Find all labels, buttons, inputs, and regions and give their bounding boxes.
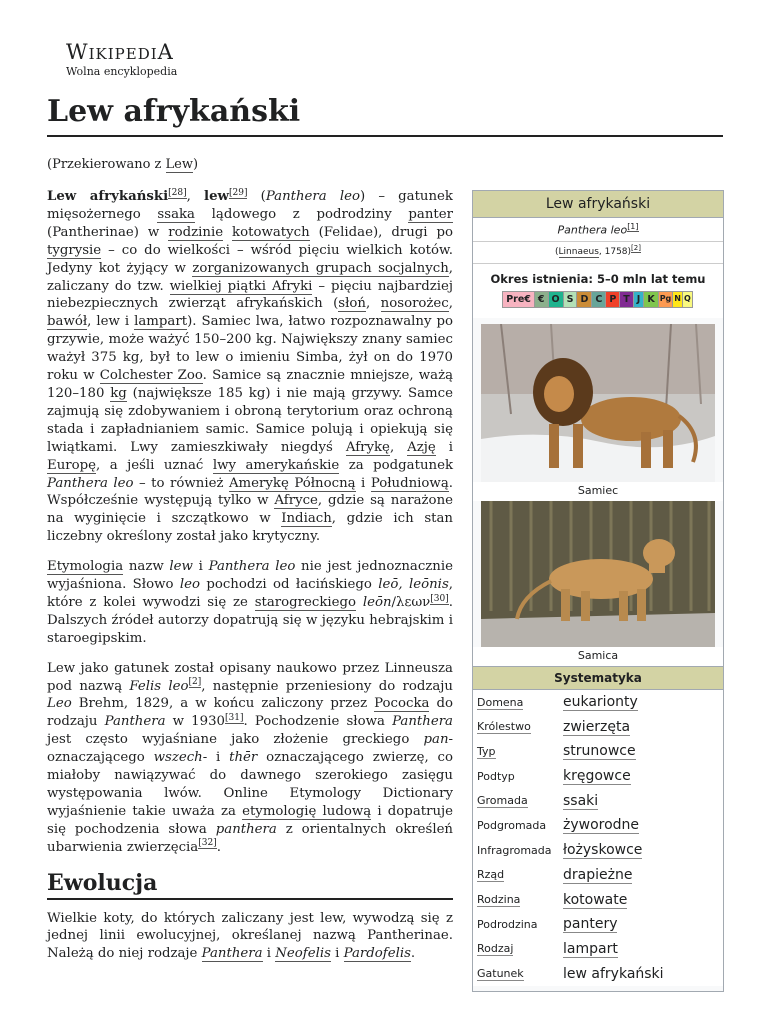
article-body — [47, 188, 453, 975]
link-colchester-zoo[interactable]: Colchester Zoo — [99, 368, 203, 384]
link-lwy-amerykanskie[interactable]: lwy amerykańskie — [212, 457, 340, 473]
period-1[interactable]: € — [534, 291, 549, 308]
taxonomy-value[interactable]: pantery — [563, 916, 618, 933]
taxonomy-value[interactable]: strunowce — [563, 743, 636, 760]
period-3[interactable]: S — [563, 291, 578, 308]
geologic-period-bar — [473, 288, 723, 318]
period-11[interactable]: N — [672, 291, 683, 308]
link-slon[interactable]: słoń — [338, 296, 366, 312]
taxonomy-value[interactable]: zwierzęta — [563, 718, 631, 735]
section-heading-ewolucja: Ewolucja — [47, 875, 453, 900]
taxonomy-value[interactable]: żyworodne — [563, 817, 640, 834]
taxonomy-value[interactable]: eukarionty — [563, 694, 638, 710]
taxonomy-row — [473, 887, 723, 912]
ref-link[interactable]: [30] — [430, 593, 449, 604]
link-indiach[interactable]: Indiach — [281, 511, 332, 527]
taxonomy-row — [473, 937, 723, 962]
taxonomy-value[interactable]: drapieżne — [563, 866, 633, 883]
paragraph-taxonomy: Lew jako gatunek został opisany naukowo przez Linneusza pod nazwą Felis leo[2], następnie przeniesiony do rodzaju Leo Brehm, 1829, a w końcu zaliczony przez Pococka do rodzaju Panthera w 1930[31]. Pochodzenie słowa Panthera jest często wyjaśniane jako złożenie greckiego pan- oznaczającego wszech- i thēr oznaczającego zwierzę, co miałoby nawiązywać do dawnego szerokiego zasięgu występowania lwów. Online Etymology Dictionary wyjaśnienie takie uważa za etymologię ludową i dopatruje się pochodzenia słowa panthera z orientalnych określeń ubarwienia zwierzęcia[32]. — [47, 660, 453, 855]
ref-link[interactable]: [2] — [631, 243, 641, 252]
infobox-authority: (Linnaeus, 1758)[2] — [473, 242, 723, 264]
infobox-title: Lew afrykański — [473, 191, 723, 218]
paragraph-evolution: Wielkie koty, do których zaliczany jest lew, wywodzą się z jednej linii ewolucyjnej, określanej nazwą Pantherinae. Należą do niej rodzaje Panthera i Neofelis i Pardofelis. — [47, 910, 453, 962]
taxonomy-value[interactable]: ssaki — [563, 792, 599, 809]
period-7[interactable]: T — [619, 291, 633, 308]
ref-link[interactable]: [29] — [228, 187, 248, 198]
taxonomy-rank: Podtyp — [477, 769, 515, 783]
infobox-scientific-name: Panthera leo[1] — [473, 218, 723, 242]
infobox-section-systematics: Systematyka — [473, 666, 723, 690]
taxonomy-rank: Infragromada — [477, 843, 552, 857]
period-4[interactable]: D — [576, 291, 592, 308]
taxonomy-row — [473, 690, 723, 715]
female-lion-image[interactable] — [481, 501, 715, 647]
taxonomy-rank[interactable]: Gatunek — [477, 967, 524, 981]
ref-link[interactable]: [2] — [188, 677, 202, 688]
taxonomy-rank[interactable]: Królestwo — [477, 720, 531, 734]
taxonomy-value[interactable]: kręgowce — [563, 768, 631, 785]
link-etymologia-ludowa[interactable]: etymologię ludową — [242, 803, 372, 819]
wikipedia-logo[interactable] — [66, 40, 177, 78]
taxonomy-row — [473, 838, 723, 863]
period-6[interactable]: P — [605, 291, 620, 308]
redirect-note: (Przekierowano z Lew) — [47, 157, 199, 172]
link-panthera[interactable]: Panthera — [201, 946, 263, 962]
link-lampart[interactable]: lampart — [134, 314, 188, 330]
paragraph-etymology: Etymologia nazw lew i Panthera leo nie jest jednoznacznie wyjaśniona. Słowo leo pochodzi od łacińskiego leō, leōnis, które z kolei wywodzi się ze starogreckiego leōn/λεων[30]. Dalszych źródeł autorzy dopatrują się w języku hebrajskim i staroegipskim. — [47, 559, 453, 646]
taxonomy-value: lew afrykański — [563, 965, 664, 982]
link-starogreckiego[interactable]: starogreckiego — [254, 594, 357, 610]
logo-title: WIKIPEDIA — [66, 40, 174, 64]
taxonomy-row — [473, 912, 723, 937]
logo-tagline: Wolna encyklopedia — [66, 65, 178, 78]
taxonomy-rank: Podgromada — [477, 818, 547, 832]
link-rodzinie[interactable]: rodzinie — [168, 224, 224, 240]
link-tygrysie[interactable]: tygrysie — [47, 242, 102, 258]
taxonomy-rank[interactable]: Typ — [477, 744, 496, 758]
taxonomy-row — [473, 961, 723, 986]
period-8[interactable]: J — [633, 291, 645, 308]
taxonomy-row — [473, 764, 723, 789]
link-ameryke-polnocna[interactable]: Amerykę Północną — [228, 475, 356, 491]
taxonomy-row — [473, 739, 723, 764]
taxonomy-value[interactable]: lampart — [563, 940, 618, 957]
male-lion-image[interactable] — [481, 324, 715, 482]
link-afryce[interactable]: Afryce — [274, 493, 318, 509]
taxonomy-rank[interactable]: Gromada — [477, 794, 528, 808]
taxonomy-row — [473, 813, 723, 838]
caption-female: Samica — [473, 647, 723, 666]
taxonomy-row — [473, 788, 723, 813]
link-kotowatych[interactable]: kotowatych — [232, 224, 310, 240]
period-5[interactable]: C — [591, 291, 606, 308]
link-neofelis[interactable]: Neofelis — [275, 946, 331, 962]
ref-link[interactable]: [32] — [198, 838, 217, 849]
redirect-link[interactable]: Lew — [165, 157, 194, 172]
taxonomy-rank: Podrodzina — [477, 917, 538, 931]
link-kg[interactable]: kg — [110, 385, 127, 401]
taxonomy-rank[interactable]: Rząd — [477, 868, 505, 882]
link-ssaka[interactable]: ssaka — [157, 206, 195, 222]
ref-link[interactable]: [1] — [627, 222, 639, 231]
infobox-time-range: Okres istnienia: 5–0 mln lat temu — [473, 264, 723, 288]
link-pardofelis[interactable]: Pardofelis — [343, 946, 411, 962]
period-2[interactable]: O — [548, 291, 564, 308]
link-poludniowa[interactable]: Południową — [370, 475, 449, 491]
taxonomy-value[interactable]: kotowate — [563, 891, 628, 908]
paragraph-intro: Lew afrykański[28], lew[29] (Panthera leo) – gatunek mięsożernego ssaka lądowego z podrodziny panter (Pantherinae) w rodzinie kotowatych (Felidae), drugi po tygrysie – co do wielkości – wśród pięciu wielkich kotów. Jedyny kot żyjący w zorganizowanych grupach socjalnych, zaliczany do tzw. wielkiej piątki Afryki – pięciu najbardziej niebezpiecznych zwierząt afrykańskich (słoń, nosorożec, bawół, lew i lampart). Samiec lwa, łatwo rozpoznawalny po grzywie, może ważyć 150–200 kg. Największy znany samiec ważył 375 kg, był to lew o imieniu Simba, żył on do 1970 roku w Colchester Zoo. Samice są znacznie mniejsze, ważą 120–180 kg (największe 185 kg) i nie mają grzywy. Samce zajmują się zdobywaniem i obroną terytorium oraz ochroną stada i zapładnianiem samic. Samice polują i opiekują się lwiątkami. Lwy zamieszkiwały niegdyś Afrykę, Azję i Europę, a jeśli uznać lwy amerykańskie za podgatunek Panthera leo – to również Amerykę Północną i Południową. Współcześnie występują tylko w Afryce, gdzie są narażone na wyginięcie i szczątkowo w Indiach, gdzie ich stan liczebny określony został jako krytyczny. — [47, 187, 453, 545]
taxonomy-row — [473, 714, 723, 739]
ref-link[interactable]: [28] — [168, 187, 187, 198]
link-linnaeus[interactable]: Linnaeus — [558, 246, 599, 257]
page-title: Lew afrykański — [47, 94, 723, 137]
taxonomy-row — [473, 862, 723, 887]
link-wielka-piatka[interactable]: wielkiej piątki Afryki — [169, 278, 313, 294]
caption-male: Samiec — [473, 482, 723, 501]
taxonomy-list — [473, 690, 723, 986]
period-12[interactable]: Q — [682, 291, 693, 308]
period-9[interactable]: K — [643, 291, 658, 308]
taxonomy-rank[interactable]: Rodzaj — [477, 942, 514, 956]
period-10[interactable]: Pg — [658, 291, 674, 308]
link-azje[interactable]: Azję — [407, 439, 436, 455]
link-panter[interactable]: panter — [408, 206, 453, 222]
link-nosorozec[interactable]: nosorożec — [380, 296, 449, 312]
period-0[interactable]: Pre€ — [502, 291, 535, 308]
taxonomy-value[interactable]: łożyskowce — [563, 842, 643, 859]
link-bawol[interactable]: bawół — [47, 314, 88, 330]
link-afryke[interactable]: Afrykę — [345, 439, 390, 455]
link-europe[interactable]: Europę — [47, 457, 97, 473]
taxonomy-rank[interactable]: Rodzina — [477, 893, 521, 906]
infobox — [472, 190, 724, 992]
taxonomy-rank[interactable]: Domena — [477, 695, 524, 709]
link-pococka[interactable]: Pococka — [374, 696, 430, 712]
link-etymologia[interactable]: Etymologia — [47, 559, 124, 575]
ref-link[interactable]: [31] — [225, 712, 244, 723]
link-grupy-socjalne[interactable]: zorganizowanych grupach socjalnych — [192, 260, 449, 276]
